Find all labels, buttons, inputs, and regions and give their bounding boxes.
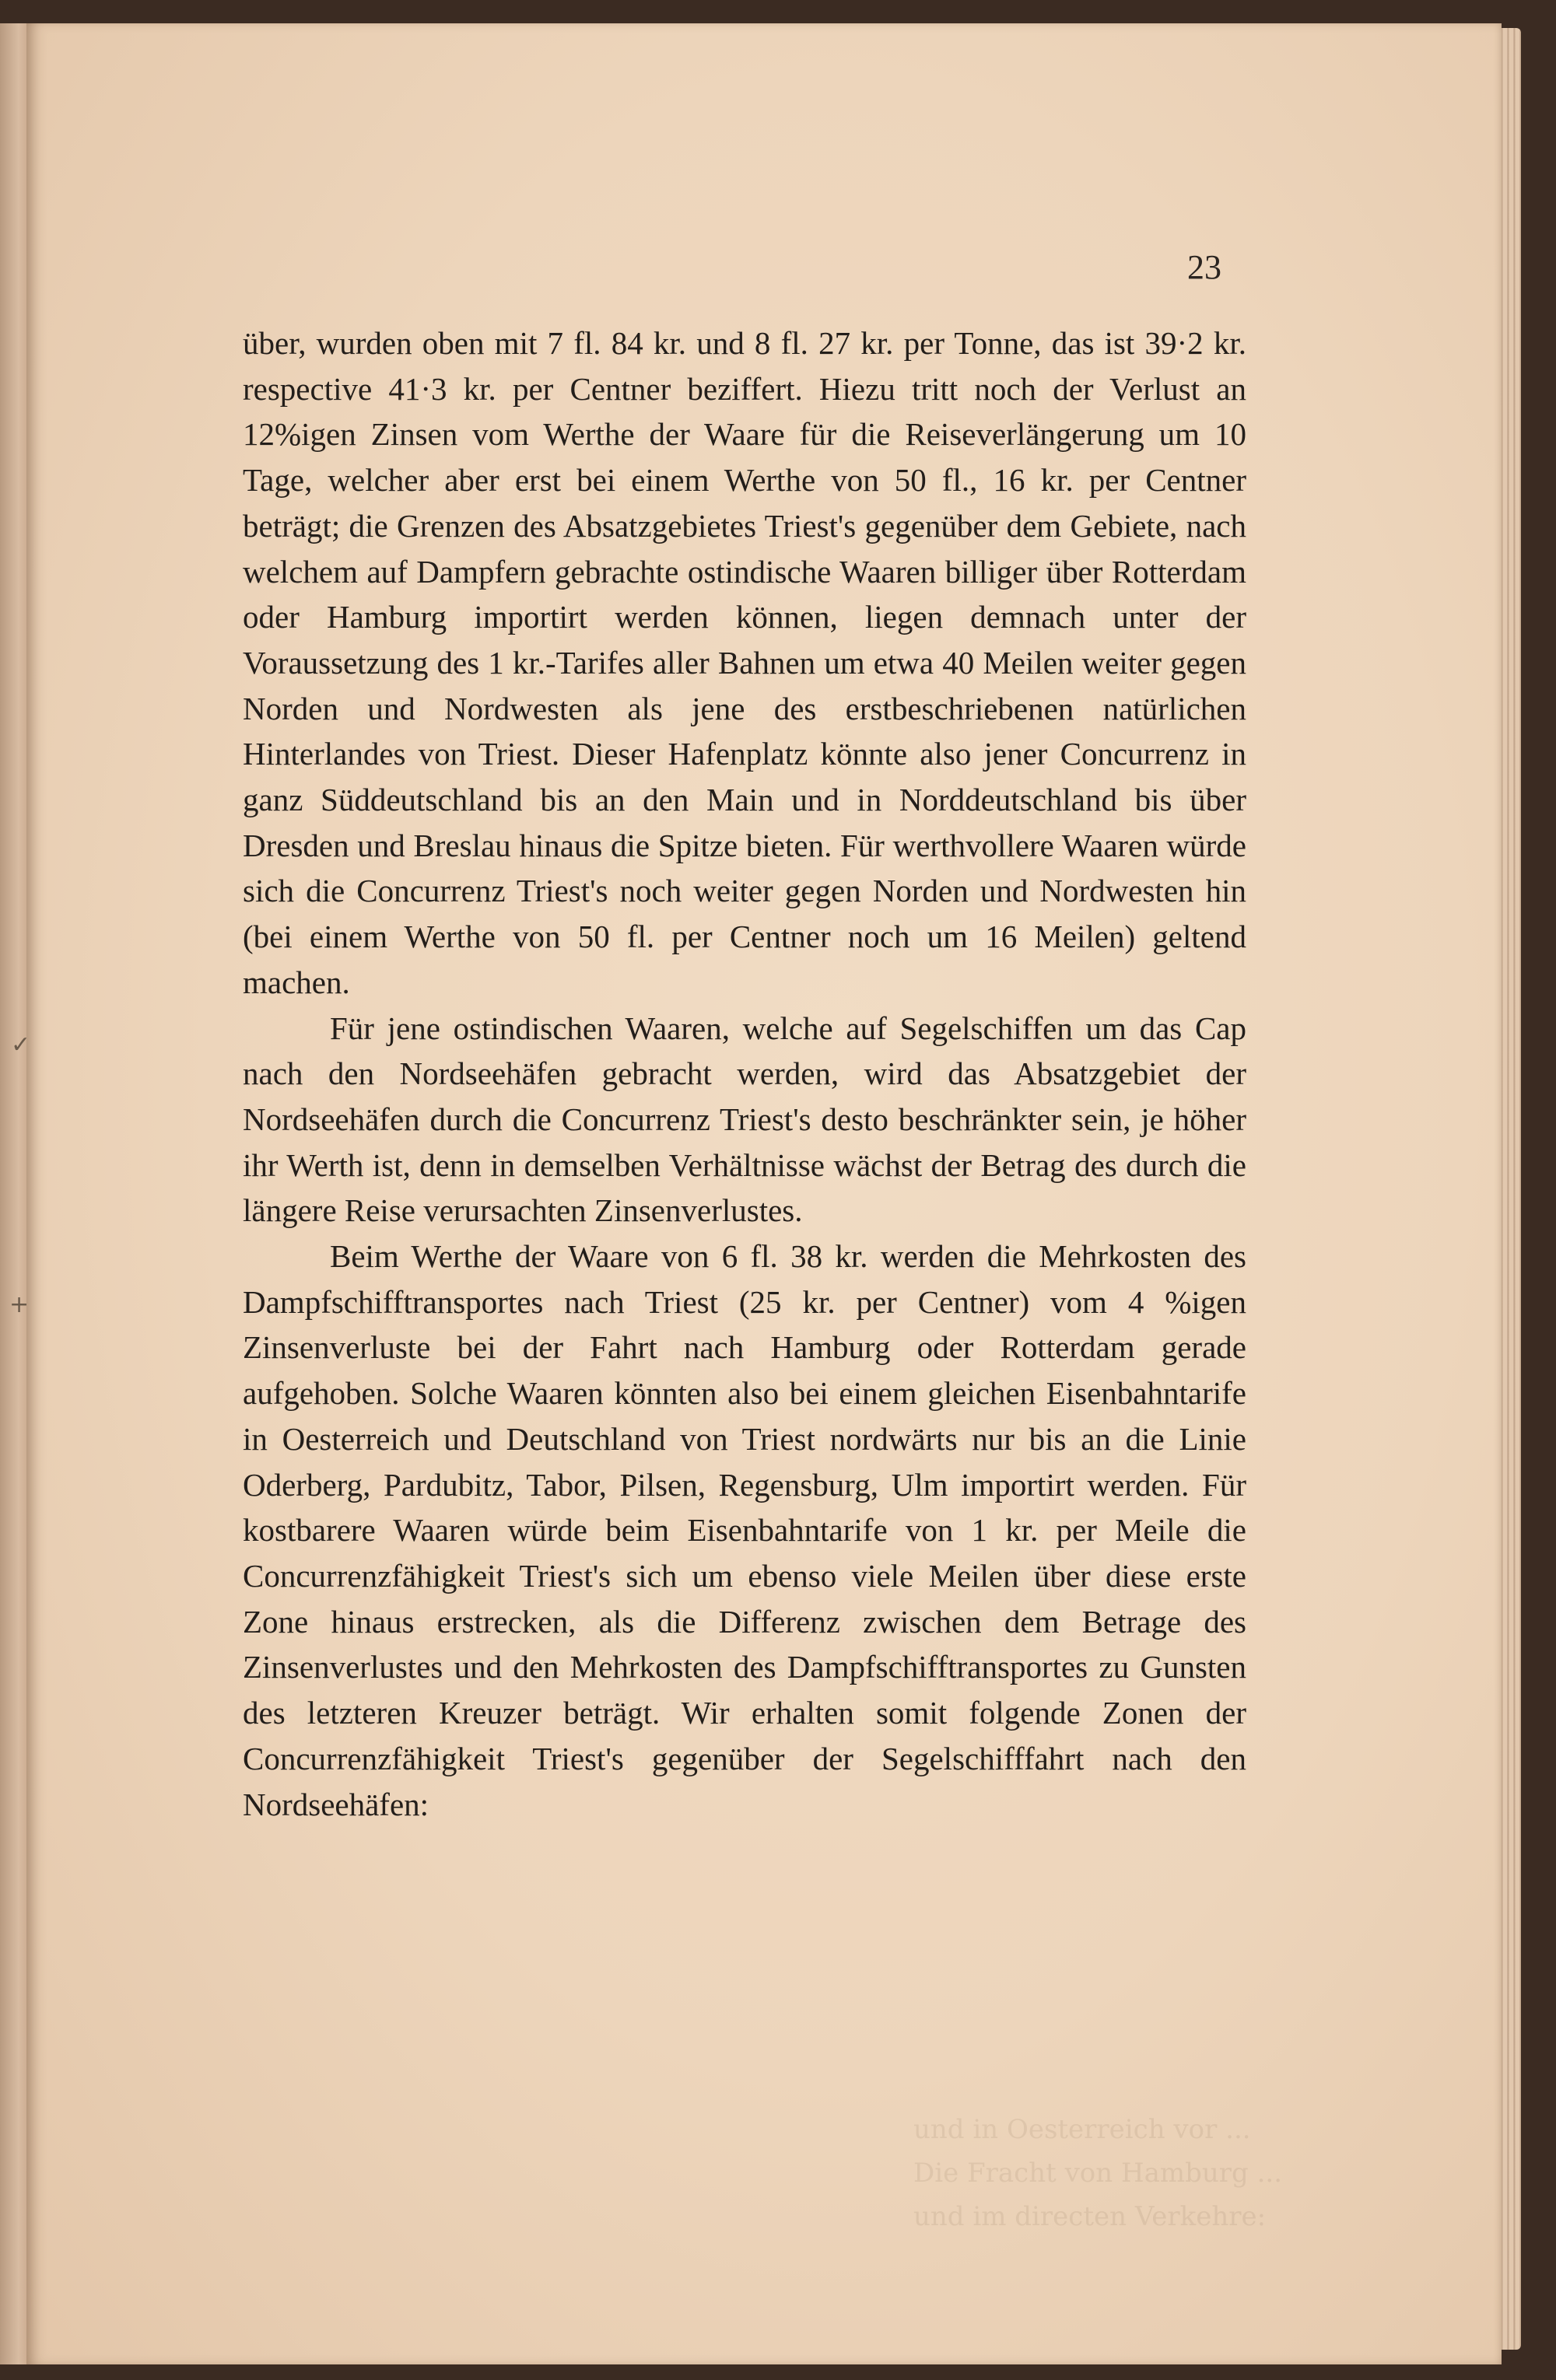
paragraph-2: Für jene ostindischen Waaren, welche auf Segelschiffen um das Cap nach den Nordseehäfen gebracht werden, wird das Absatzgebiet der Nordseehäfen durch die Concurrenz Triest's desto beschränkter sein, je höher ihr Werth ist, denn in demselben Verhältnisse wächst der Betrag des durch die längere Reise verursachten Zinsenverlustes. [243,1010,1246,1229]
paragraph-3: Beim Werthe der Waare von 6 fl. 38 kr. werden die Mehrkosten des Dampfschifftransportes nach Triest (25 kr. per Centner) vom 4 %igen Zinsenverluste bei der Fahrt nach Hamburg oder Rotterdam gerade aufgehoben. Solche Waaren könnten also bei einem gleichen Eisenbahntarife in Oesterreich und Deutschland von Triest nordwärts nur bis an die Linie Oderberg, Pardubitz, Tabor, Pilsen, Regensburg, Ulm importirt werden. Für kostbarere Waaren würde beim Eisenbahntarife von 1 kr. per Meile die Concurrenzfähigkeit Triest's sich um ebenso viele Meilen über diese erste Zone hinaus erstrecken, als die Differenz zwischen dem Betrage des Zinsenverlustes und den Mehrkosten des Dampfschifftransportes zu Gunsten des letzteren Kreuzer beträgt. Wir erhalten somit folgende Zonen der Concurrenzfähigkeit Triest's gegenüber der Segelschifffahrt nach den Nordseehäfen: [243,1238,1246,1822]
bleed-through-text: und in Oesterreich vor ... Die Fracht von Hamburg ... und im directen Verkehre: [913,2114,1283,2232]
page-number: 23 [1187,248,1221,286]
paragraph-1: über, wurden oben mit 7 fl. 84 kr. und 8 fl. 27 kr. per Tonne, das ist 39·2 kr. respective 41·3 kr. per Centner beziffert. Hiezu tritt noch der Verlust an 12%igen Zinsen vom Werthe der Waare für die Reiseverlängerung um 10 Tage, welcher aber erst bei einem Werthe von 50 fl., 16 kr. per Centner beträgt; die Grenzen des Absatzgebietes Triest's gegenüber dem Gebiete, nach welchem auf Dampfern gebrachte ostindische Waaren billiger über Rotterdam oder Hamburg importirt werden können, liegen demnach unter der Voraussetzung des 1 kr.-Tarifes aller Bahnen um etwa 40 Meilen weiter gegen Norden und Nordwesten als jene des erstbeschriebenen natürlichen Hinterlandes von Triest. Dieser Hafenplatz könnte also jener Concurrenz in ganz Süddeutschland bis an den Main und in Norddeutschland bis über Dresden und Breslau hinaus die Spitze bieten. Für werthvollere Waaren würde sich die Concurrenz Triest's noch weiter gegen Norden und Nordwesten hin (bei einem Werthe von 50 fl. per Centner noch um 16 Meilen) geltend machen. [243,325,1246,1000]
body-text [243,320,1246,1827]
margin-mark-upper: ✓ [11,1031,31,1059]
margin-mark-lower: + [9,1291,30,1318]
